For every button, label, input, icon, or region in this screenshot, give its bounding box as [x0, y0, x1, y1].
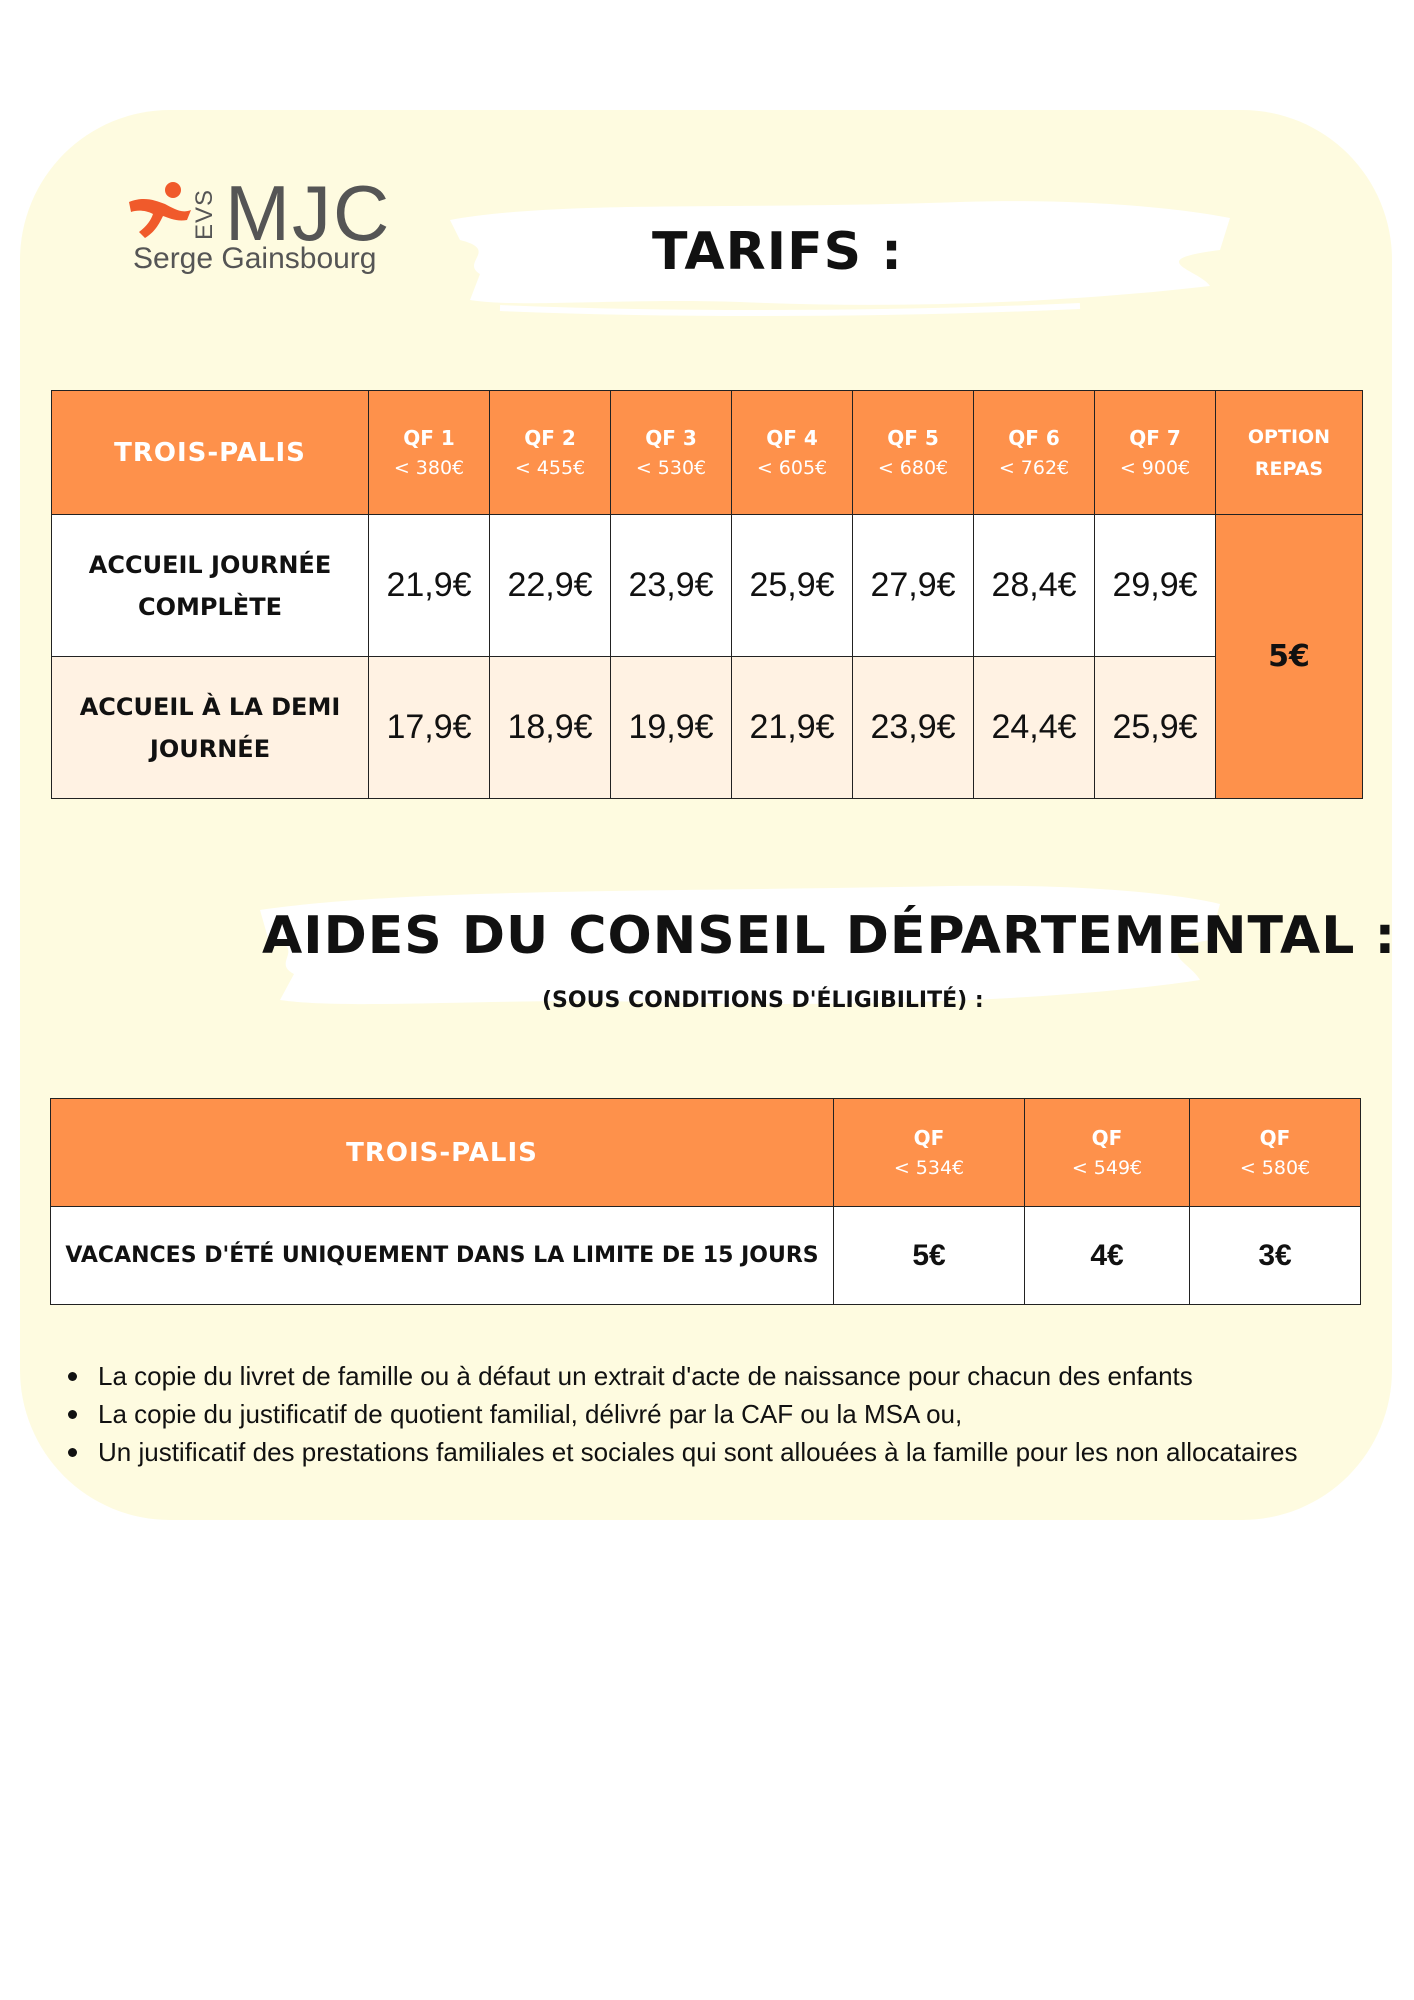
price-cell: 25,9€	[732, 515, 853, 657]
logo-evs-text: EVS	[191, 188, 218, 240]
requirements-list	[62, 1357, 1298, 1471]
runner-logo-icon	[125, 180, 195, 240]
price-cell: 29,9€	[1095, 515, 1216, 657]
aides-qf2-header: QF < 549€	[1025, 1099, 1190, 1207]
qf1-header: QF 1 < 380€	[369, 391, 490, 515]
price-cell: 22,9€	[490, 515, 611, 657]
price-cell: 23,9€	[611, 515, 732, 657]
bullet-icon	[68, 1410, 77, 1419]
aides-qf1-header: QF < 534€	[834, 1099, 1025, 1207]
tarifs-table	[51, 390, 1363, 799]
bullet-icon	[68, 1372, 77, 1381]
aides-table	[50, 1098, 1361, 1305]
qf4-header: QF 4 < 605€	[732, 391, 853, 515]
aides-row-label: VACANCES D'ÉTÉ UNIQUEMENT DANS LA LIMITE DE 15 JOURS	[51, 1207, 834, 1305]
table-row	[51, 1207, 1361, 1305]
price-cell: 19,9€	[611, 657, 732, 799]
option-repas-price: 5€	[1216, 515, 1363, 799]
aides-price-cell: 5€	[834, 1207, 1025, 1305]
table-row	[52, 657, 1363, 799]
bullet-icon	[68, 1448, 77, 1457]
tarifs-table-name: TROIS-PALIS	[52, 391, 369, 515]
list-item: Un justificatif des prestations familiales et sociales qui sont allouées à la famille pour les non allocataires	[62, 1433, 1298, 1471]
aides-qf3-header: QF < 580€	[1190, 1099, 1361, 1207]
price-cell: 18,9€	[490, 657, 611, 799]
aides-table-name: TROIS-PALIS	[51, 1099, 834, 1207]
qf3-header: QF 3 < 530€	[611, 391, 732, 515]
mjc-logo	[125, 169, 425, 280]
tarifs-header-row	[52, 391, 1363, 515]
price-cell: 25,9€	[1095, 657, 1216, 799]
aides-price-cell: 3€	[1190, 1207, 1361, 1305]
tarifs-title: TARIFS :	[652, 222, 903, 282]
price-cell: 24,4€	[974, 657, 1095, 799]
table-row	[52, 515, 1363, 657]
price-cell: 21,9€	[369, 515, 490, 657]
list-item: La copie du justificatif de quotient familial, délivré par la CAF ou la MSA ou,	[62, 1395, 1298, 1433]
aides-header-row	[51, 1099, 1361, 1207]
price-cell: 27,9€	[853, 515, 974, 657]
price-cell: 17,9€	[369, 657, 490, 799]
qf6-header: QF 6 < 762€	[974, 391, 1095, 515]
row-label-journee: ACCUEIL JOURNÉE COMPLÈTE	[52, 515, 369, 657]
background-panel	[20, 110, 1392, 1520]
option-repas-header: OPTION REPAS	[1216, 391, 1363, 515]
logo-mjc-text: MJC	[225, 169, 392, 257]
price-cell: 21,9€	[732, 657, 853, 799]
aides-price-cell: 4€	[1025, 1207, 1190, 1305]
aides-subtitle: (SOUS CONDITIONS D'ÉLIGIBILITÉ) :	[542, 988, 984, 1013]
price-cell: 23,9€	[853, 657, 974, 799]
row-label-demi-journee: ACCUEIL À LA DEMI JOURNÉE	[52, 657, 369, 799]
price-cell: 28,4€	[974, 515, 1095, 657]
qf7-header: QF 7 < 900€	[1095, 391, 1216, 515]
aides-title: AIDES DU CONSEIL DÉPARTEMENTAL :	[262, 906, 1397, 966]
qf5-header: QF 5 < 680€	[853, 391, 974, 515]
logo-subtitle: Serge Gainsbourg	[133, 242, 377, 275]
qf2-header: QF 2 < 455€	[490, 391, 611, 515]
list-item: La copie du livret de famille ou à défaut un extrait d'acte de naissance pour chacun des enfants	[62, 1357, 1298, 1395]
